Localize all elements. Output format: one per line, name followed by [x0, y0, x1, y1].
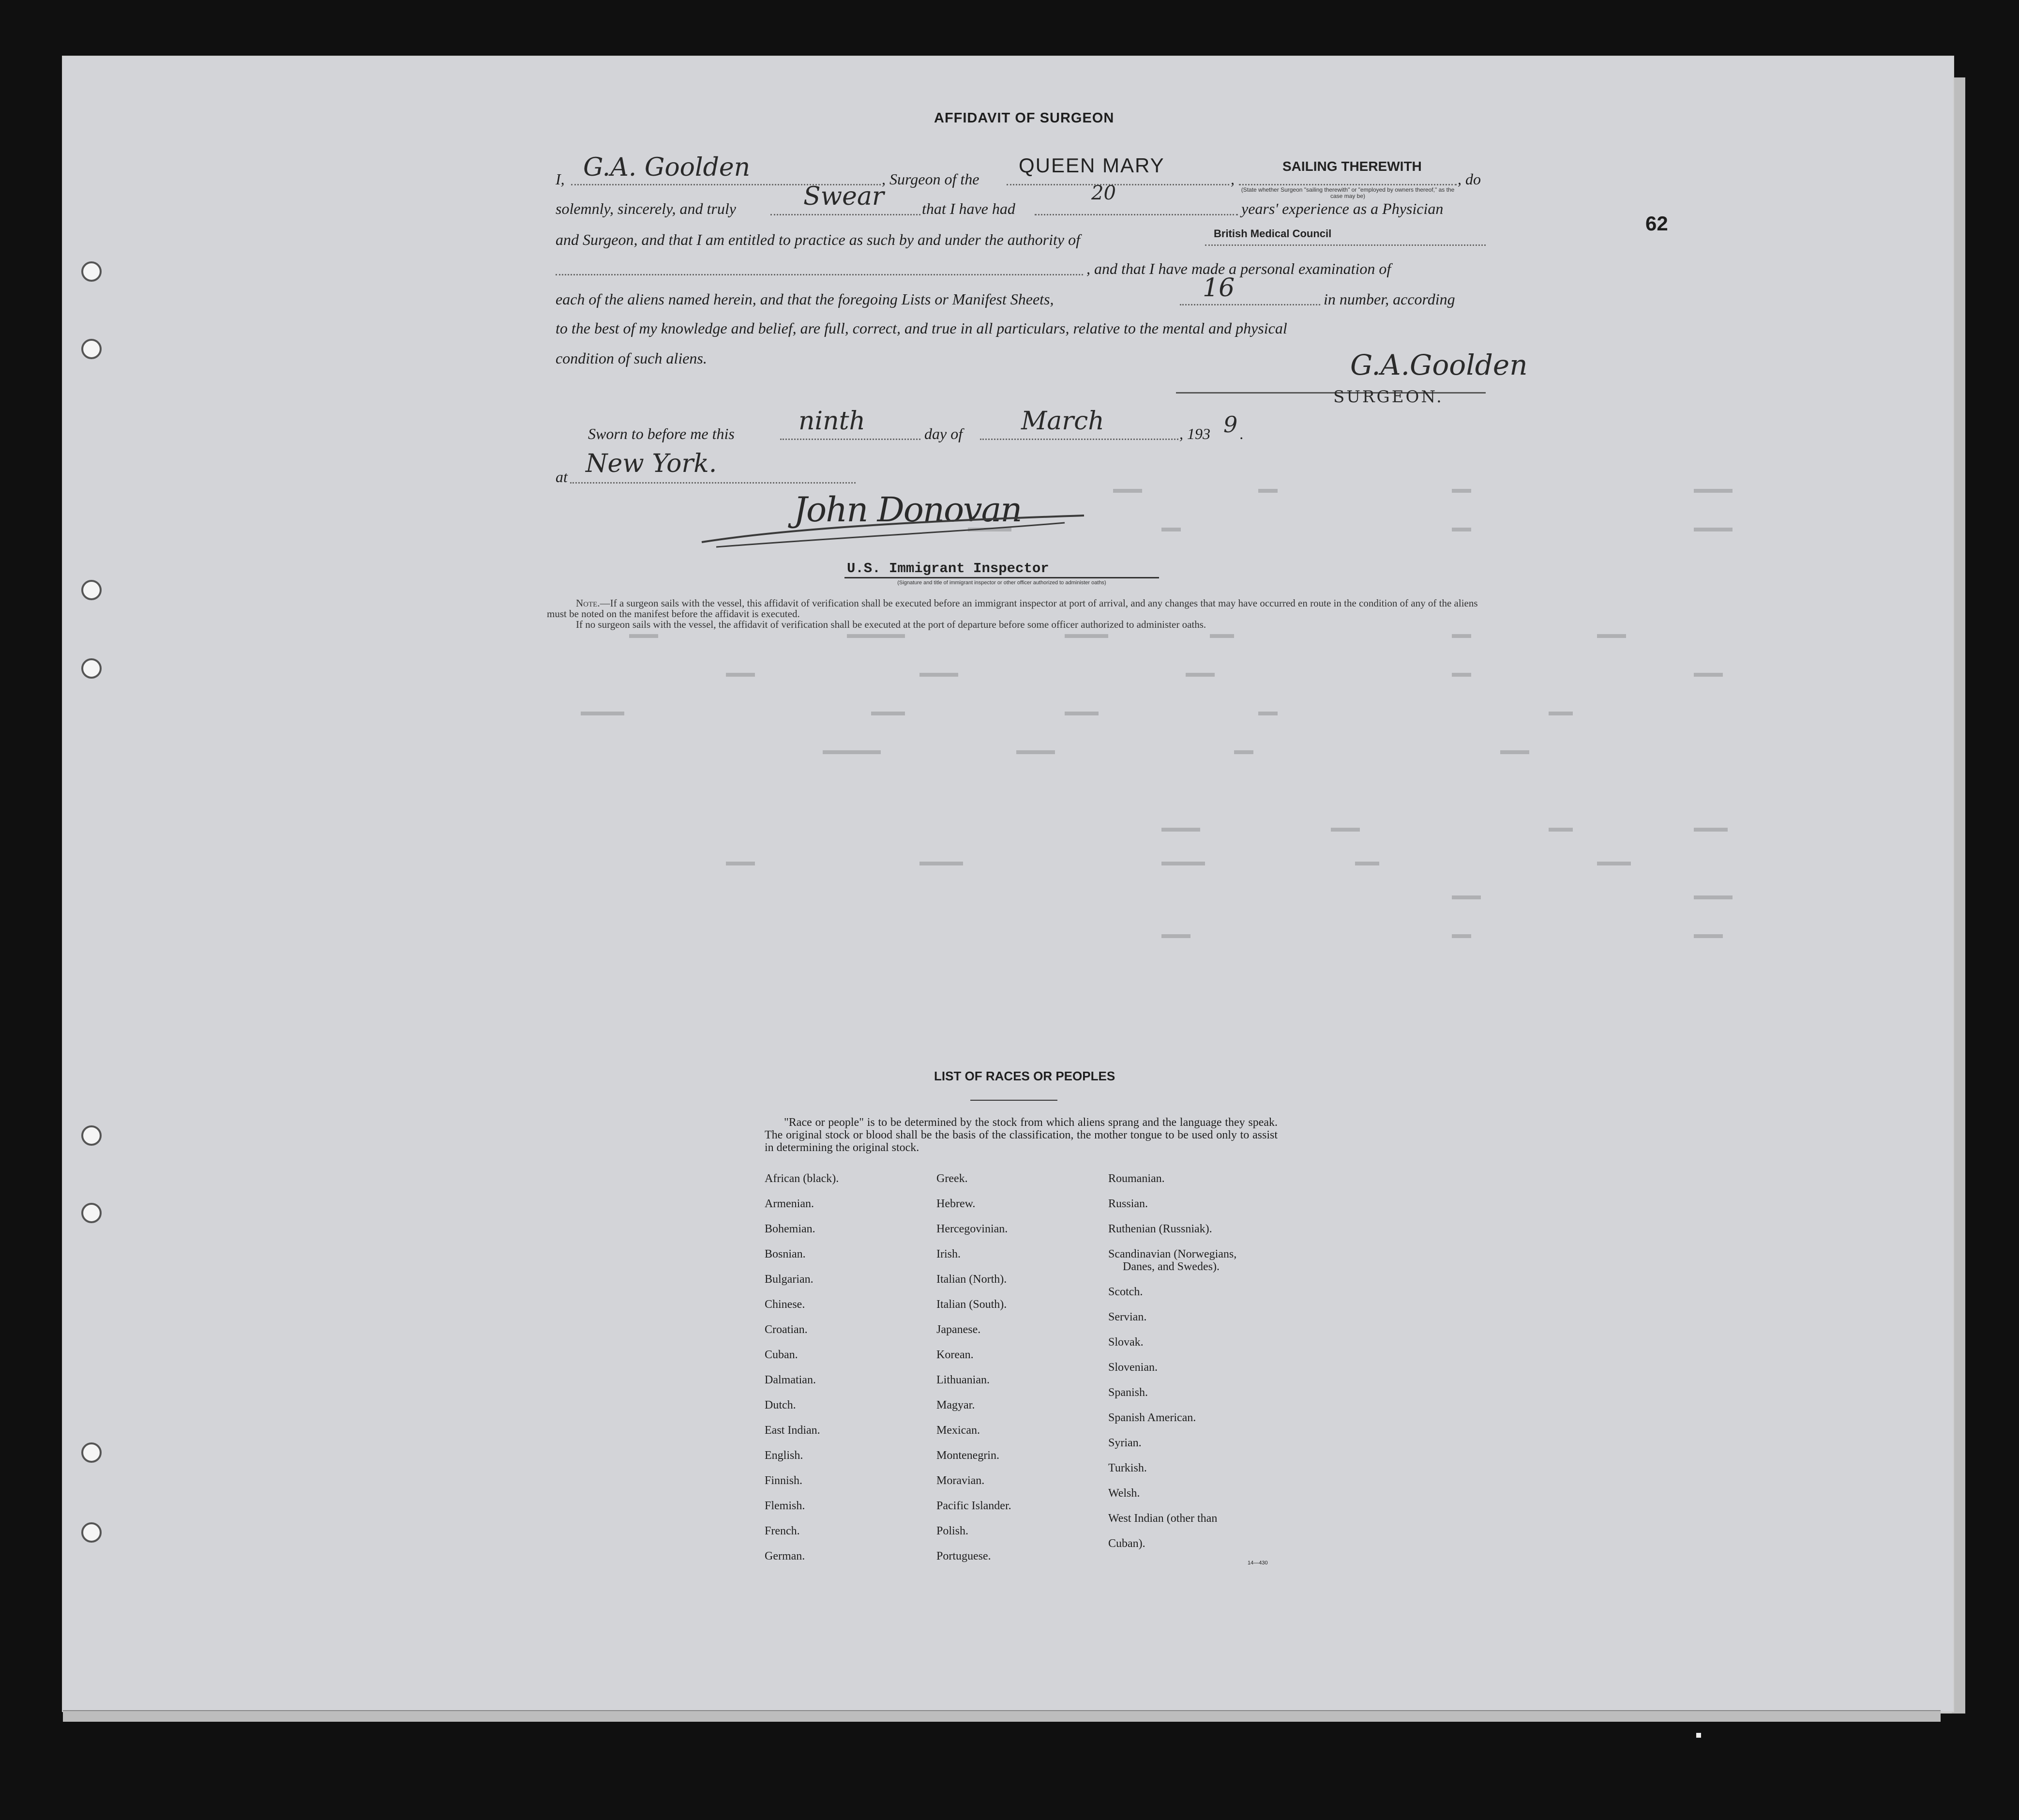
race-item: Scotch.	[1108, 1286, 1143, 1298]
text-do: , do	[1458, 170, 1481, 188]
fill-line	[1180, 304, 1320, 305]
text-that-i-have-had: that I have had	[922, 200, 1015, 217]
race-item: Italian (South).	[936, 1298, 1007, 1311]
race-item: Cuban).	[1108, 1537, 1145, 1550]
bleed-through-texture	[145, 489, 1839, 1167]
race-item: Korean.	[936, 1349, 974, 1361]
fill-line	[1239, 184, 1457, 185]
text-personal-examination: , and that I have made a personal examination of	[1086, 260, 1391, 277]
fill-line	[570, 482, 856, 484]
races-column-2	[936, 1172, 1011, 1575]
races-column-3	[1108, 1172, 1236, 1562]
scan-mark	[1696, 1733, 1701, 1738]
fill-line	[980, 439, 1178, 440]
binder-hole-icon	[81, 1442, 102, 1463]
text-condition: condition of such aliens.	[556, 349, 707, 367]
text-years-experience: years' experience as a Physician	[1241, 200, 1444, 217]
oath-word: Swear	[803, 182, 884, 211]
race-item: Flemish.	[765, 1500, 805, 1512]
sworn-day: ninth	[799, 407, 865, 436]
race-item: Pacific Islander.	[936, 1500, 1011, 1512]
race-item: Greek.	[936, 1172, 968, 1185]
sailing-status: SAILING THEREWITH	[1282, 159, 1422, 174]
race-item: Spanish.	[1108, 1386, 1148, 1399]
fill-line	[1035, 214, 1238, 215]
text-day-of: day of	[924, 425, 963, 442]
race-item: Danes, and Swedes).	[1123, 1260, 1220, 1273]
race-item: Chinese.	[765, 1298, 805, 1311]
surgeon-title: SURGEON.	[1333, 387, 1444, 407]
text-period: .	[1240, 425, 1244, 442]
race-item: Montenegrin.	[936, 1449, 999, 1462]
text-sworn: Sworn to before me this	[588, 425, 735, 442]
race-item: Cuban.	[765, 1349, 798, 1361]
race-item: Italian (North).	[936, 1273, 1007, 1286]
races-intro	[765, 1116, 1278, 1154]
note-label: Note.	[576, 597, 600, 609]
fill-line	[780, 439, 920, 440]
race-item: Armenian.	[765, 1198, 814, 1210]
text-i: I,	[556, 170, 565, 188]
page-bottom-edge	[63, 1710, 1941, 1722]
race-item: French.	[765, 1525, 800, 1537]
binder-hole-icon	[81, 261, 102, 282]
binder-hole-icon	[81, 580, 102, 600]
races-title-rule	[970, 1100, 1057, 1101]
race-item: East Indian.	[765, 1424, 820, 1437]
sworn-year-digit: 9	[1223, 411, 1238, 438]
race-item: Moravian.	[936, 1474, 985, 1487]
race-item: Ruthenian (Russniak).	[1108, 1223, 1212, 1235]
affidavit-title: AFFIDAVIT OF SURGEON	[934, 110, 1115, 126]
text-year-prefix: , 193	[1179, 425, 1210, 442]
race-item: African (black).	[765, 1172, 839, 1185]
race-item: Turkish.	[1108, 1462, 1147, 1474]
race-item: Russian.	[1108, 1198, 1148, 1210]
race-item: Hercegovinian.	[936, 1223, 1008, 1235]
race-item: Spanish American.	[1108, 1411, 1196, 1424]
text-authority: and Surgeon, and that I am entitled to practice as such by and under the authority of	[556, 231, 1080, 248]
race-item: Croatian.	[765, 1323, 808, 1336]
fill-line	[1205, 244, 1486, 246]
binder-hole-icon	[81, 658, 102, 679]
race-item: Welsh.	[1108, 1487, 1140, 1500]
race-item: West Indian (other than	[1108, 1512, 1218, 1525]
races-intro-text: "Race or people" is to be determined by the stock from which aliens sprang and the language they speak. The original stock or blood shall be the basis of the classification, the mother tongue to be used only to assist in determining the original stock.	[765, 1116, 1278, 1154]
race-item: Slovak.	[1108, 1336, 1144, 1349]
race-item: English.	[765, 1449, 803, 1462]
text-at: at	[556, 468, 568, 485]
sworn-month: March	[1021, 407, 1104, 436]
years-value: 20	[1091, 182, 1116, 204]
text-best-of-knowledge: to the best of my knowledge and belief, are full, correct, and true in all particulars, relative to the mental and physical	[556, 319, 1287, 337]
inspector-signature: John Donovan	[794, 490, 1022, 530]
note-text-2: If no surgeon sails with the vessel, the affidavit of verification shall be executed at the port of departure before some officer authorized to administer oaths.	[576, 619, 1206, 630]
sheets-count: 16	[1203, 273, 1235, 303]
race-item: Irish.	[936, 1248, 961, 1260]
race-item: Roumanian.	[1108, 1172, 1165, 1185]
binder-hole-icon	[81, 1203, 102, 1223]
text-in-number: in number, according	[1324, 290, 1455, 308]
surgeon-signature: G.A.Goolden	[1350, 349, 1528, 381]
race-item: Dalmatian.	[765, 1374, 816, 1386]
note-block	[547, 598, 1491, 630]
vessel-name: QUEEN MARY	[1019, 154, 1165, 177]
binder-hole-icon	[81, 339, 102, 359]
race-item: Lithuanian.	[936, 1374, 990, 1386]
text-comma: ,	[1231, 170, 1235, 188]
page-number: 62	[1645, 212, 1668, 235]
race-item: Hebrew.	[936, 1198, 976, 1210]
note-text-1: —If a surgeon sails with the vessel, this affidavit of verification shall be executed before an immigrant inspector at port of arrival, and any changes that may have occurred en route in the condition of any of the aliens must be noted on the manifest before the affidavit is executed.	[547, 597, 1478, 620]
text-solemnly: solemnly, sincerely, and truly	[556, 200, 736, 217]
races-title: LIST OF RACES OR PEOPLES	[934, 1069, 1115, 1083]
race-item: Portuguese.	[936, 1550, 991, 1562]
race-item: Bohemian.	[765, 1223, 815, 1235]
fill-line	[1007, 184, 1229, 185]
race-item: Syrian.	[1108, 1437, 1142, 1449]
surgeon-name: G.A. Goolden	[583, 153, 751, 182]
fill-line	[556, 274, 1083, 275]
race-item: Polish.	[936, 1525, 969, 1537]
race-item: Scandinavian (Norwegians,	[1108, 1248, 1237, 1260]
signature-flourish	[697, 513, 1094, 552]
race-item: Servian.	[1108, 1311, 1147, 1323]
authority-value: British Medical Council	[1214, 228, 1332, 240]
fill-line	[770, 214, 920, 215]
race-item: Slovenian.	[1108, 1361, 1158, 1374]
text-each-alien: each of the aliens named herein, and that the foregoing Lists or Manifest Sheets,	[556, 290, 1054, 308]
inspector-hint: (Signature and title of immigrant inspector or other officer authorized to administer oaths)	[897, 580, 1106, 586]
binder-hole-icon	[81, 1125, 102, 1146]
status-hint: (State whether Surgeon "sailing therewith" or "employed by owners thereof," as the case may be)	[1241, 186, 1455, 199]
inspector-title: U.S. Immigrant Inspector	[847, 561, 1049, 576]
sworn-place: New York.	[586, 449, 717, 478]
race-item: Dutch.	[765, 1399, 796, 1411]
race-item: Mexican.	[936, 1424, 980, 1437]
race-item: Magyar.	[936, 1399, 975, 1411]
race-item: Bosnian.	[765, 1248, 806, 1260]
race-item: German.	[765, 1550, 805, 1562]
race-item: Bulgarian.	[765, 1273, 814, 1286]
binder-hole-icon	[81, 1522, 102, 1543]
inspector-line	[844, 577, 1159, 578]
text-surgeon-of: , Surgeon of the	[882, 170, 979, 188]
races-column-1	[765, 1172, 839, 1575]
race-item: Japanese.	[936, 1323, 981, 1336]
race-item: Finnish.	[765, 1474, 803, 1487]
form-code: 14—430	[1248, 1560, 1268, 1566]
